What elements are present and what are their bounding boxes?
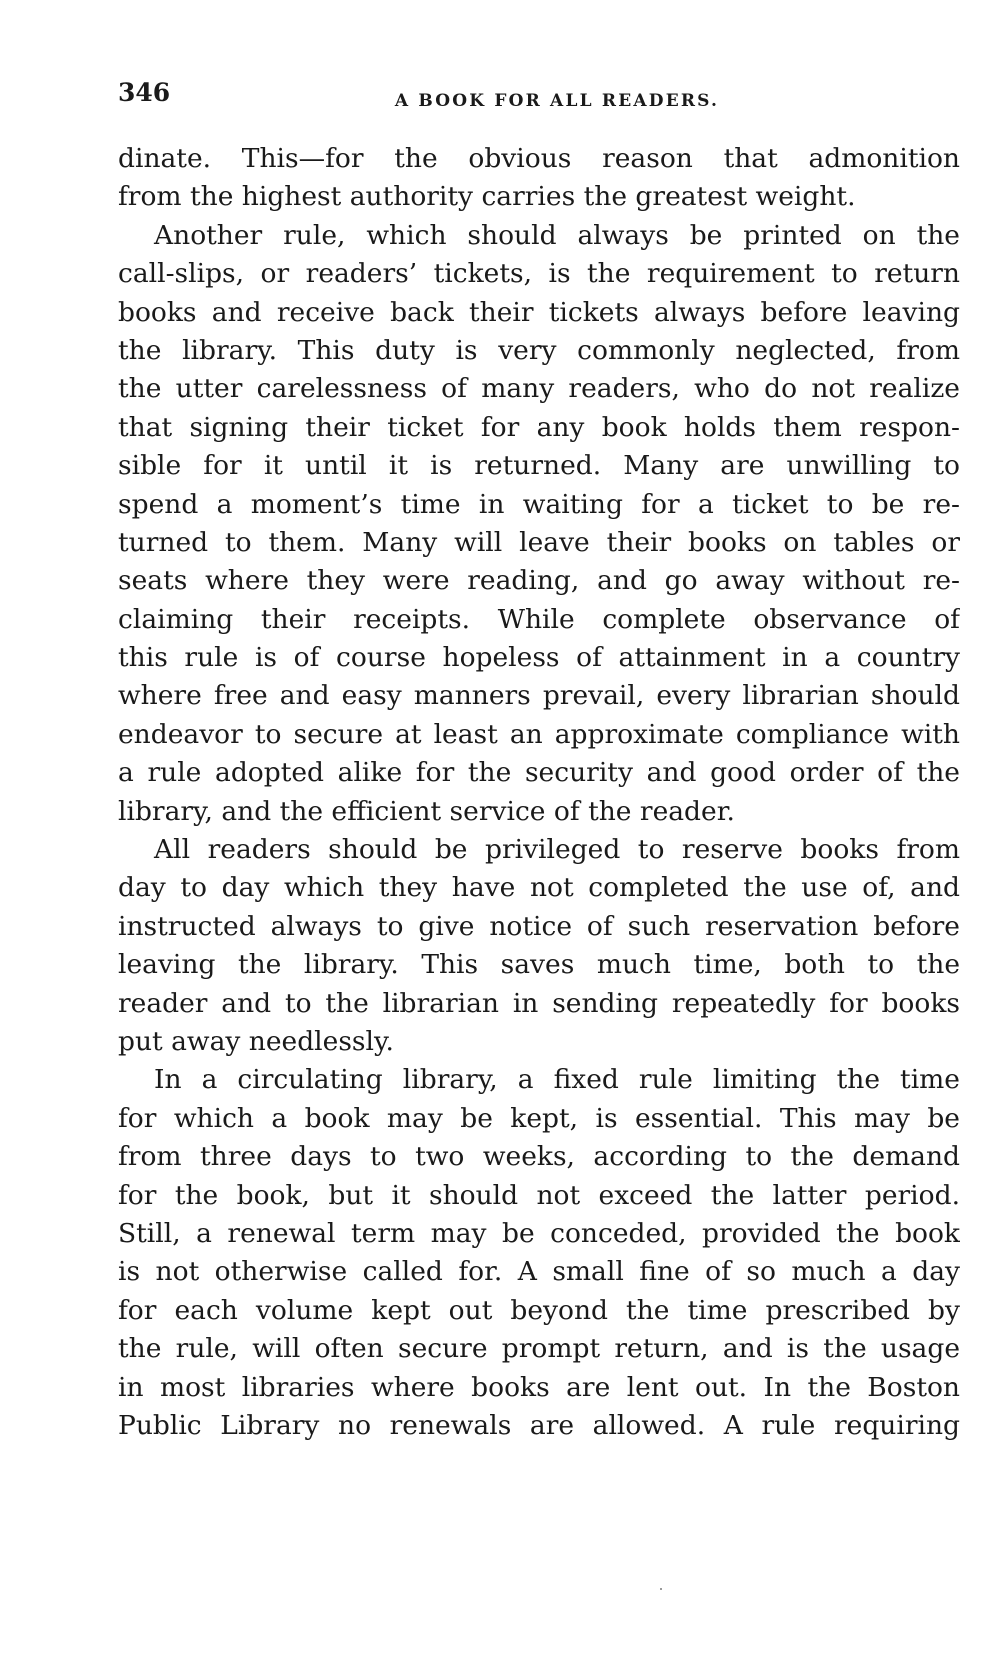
text-line: reader and to the librarian in sending repeatedly for books xyxy=(118,987,960,1019)
paper-speck xyxy=(660,1588,662,1590)
text-line: All readers should be privileged to reserve books from xyxy=(154,834,960,866)
text-line: that signing their ticket for any book holds them respon- xyxy=(118,411,960,443)
text-line: Public Library no renewals are allowed. A rule requiring xyxy=(118,1409,960,1441)
text-line: turned to them. Many will leave their books on tables or xyxy=(118,526,960,558)
running-head xyxy=(118,78,960,112)
text-line: for which a book may be kept, is essential. This may be xyxy=(118,1102,960,1134)
text-line: from three days to two weeks, according to the demand xyxy=(118,1141,960,1173)
text-line: sible for it until it is returned. Many are unwilling to xyxy=(118,450,960,482)
text-line: is not otherwise called for. A small fine of so much a day xyxy=(118,1256,960,1288)
body-text xyxy=(118,140,960,1445)
text-line: the utter carelessness of many readers, who do not realize xyxy=(118,373,960,405)
text-line: library, and the efficient service of the reader. xyxy=(118,795,735,827)
text-line: put away needlessly. xyxy=(118,1025,394,1057)
text-line: day to day which they have not completed the use of, and xyxy=(118,872,960,904)
text-line: call-slips, or readers’ tickets, is the requirement to return xyxy=(118,258,960,290)
text-line: dinate. This—for the obvious reason that admonition xyxy=(118,143,960,174)
text-line: for the book, but it should not exceed the latter period. xyxy=(118,1179,960,1211)
text-line: endeavor to secure at least an approximate compliance with xyxy=(118,718,960,750)
text-line: a rule adopted alike for the security and good order of the xyxy=(118,757,960,789)
page-number: 346 xyxy=(118,78,171,107)
text-line: In a circulating library, a fixed rule limiting the time xyxy=(154,1064,960,1096)
text-line: leaving the library. This saves much time, both to the xyxy=(118,949,960,981)
text-line: claiming their receipts. While complete observance of xyxy=(118,603,960,635)
text-line: in most libraries where books are lent out. In the Boston xyxy=(118,1371,960,1403)
text-line: this rule is of course hopeless of attainment in a country xyxy=(118,642,960,674)
text-line: Still, a renewal term may be conceded, provided the book xyxy=(118,1217,960,1249)
text-line: the rule, will often secure prompt return, and is the usage xyxy=(118,1333,960,1365)
text-line: books and receive back their tickets always before leaving xyxy=(118,296,960,328)
text-line: where free and easy manners prevail, every librarian should xyxy=(118,680,960,712)
text-line: the library. This duty is very commonly neglected, from xyxy=(118,334,960,366)
text-line: spend a moment’s time in waiting for a ticket to be re- xyxy=(118,488,960,520)
running-title: A BOOK FOR ALL READERS. xyxy=(394,91,720,111)
text-line: from the highest authority carries the greatest weight. xyxy=(118,181,856,213)
text-line: seats where they were reading, and go away without re- xyxy=(118,565,960,597)
text-line: instructed always to give notice of such reservation before xyxy=(118,910,960,942)
text-line: for each volume kept out beyond the time prescribed by xyxy=(118,1294,960,1326)
text-line: Another rule, which should always be printed on the xyxy=(154,219,960,251)
